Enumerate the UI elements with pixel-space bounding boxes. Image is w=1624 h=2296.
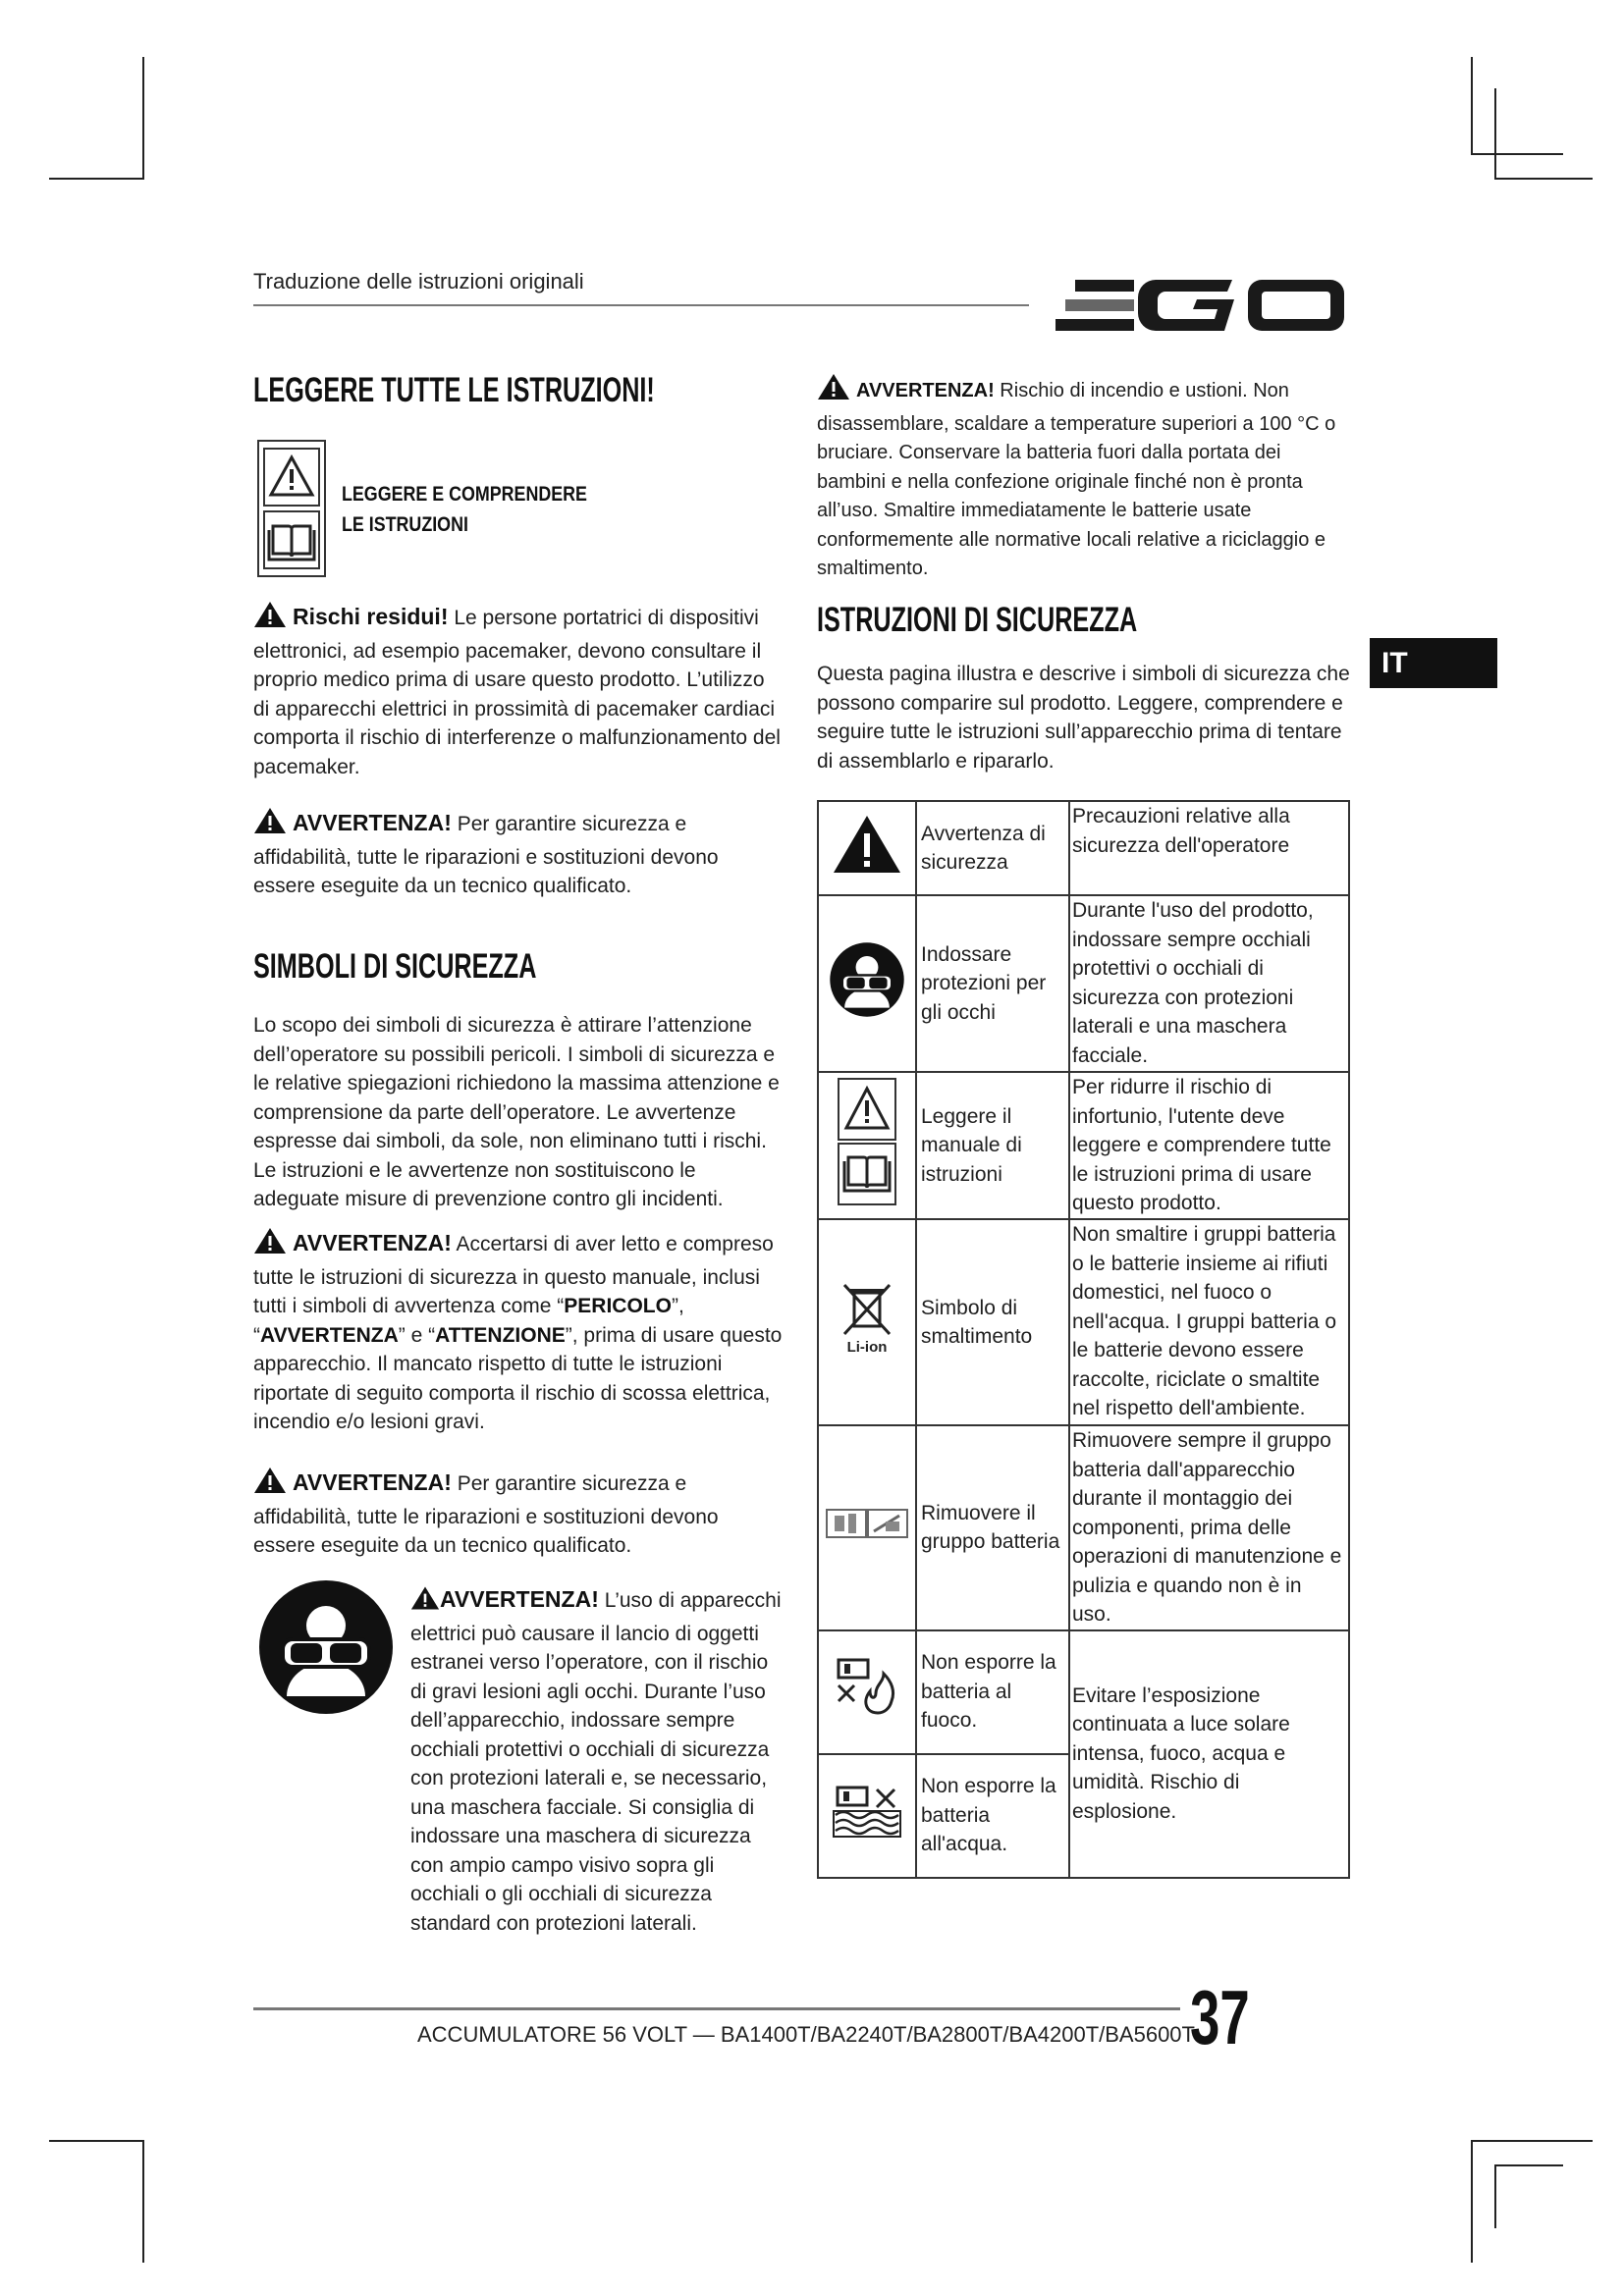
symbol-desc: Precauzioni relative alla sicurezza dell'operatore xyxy=(1069,801,1349,895)
crop-mark xyxy=(49,2140,144,2142)
read-box xyxy=(257,440,326,577)
page-number: 37 xyxy=(1190,1974,1250,2060)
symbol-desc: Per ridurre il rischio di infortunio, l'utente deve leggere e comprendere tutte le istruzioni prima di usare questo prodotto. xyxy=(1069,1072,1349,1219)
disposal-bin-icon xyxy=(818,1219,916,1425)
symbol-name: Leggere il manuale di istruzioni xyxy=(916,1072,1069,1219)
crop-mark xyxy=(1494,88,1496,180)
crop-mark xyxy=(49,178,144,180)
symbol-desc: Evitare l’esposizione continuata a luce solare intensa, fuoco, acqua e umidità. Rischio di esplosione. xyxy=(1069,1630,1349,1878)
warning-fire-burns xyxy=(817,373,1355,584)
warning-read-manual xyxy=(253,1227,784,1437)
symbol-desc: Rimuovere sempre il gruppo batteria dall'apparecchio durante il montaggio dei componenti, prima delle operazioni di manutenzione e pulizia e quando non è in uso. xyxy=(1069,1425,1349,1630)
table-row xyxy=(818,1219,1349,1425)
table-row xyxy=(818,801,1349,895)
read-box-line1: LEGGERE E COMPRENDERE xyxy=(342,483,587,506)
warning-text: ”, prima di usare questo apparecchio. Il mancato rispetto di tutte le istruzioni riportate di seguito comporta il rischio di scossa elettrica, incendio e/o lesioni gravi. xyxy=(253,1323,783,1433)
remove-battery-icon xyxy=(818,1425,916,1630)
warning-icon xyxy=(410,1585,440,1620)
warning-text: ” e “ xyxy=(398,1323,436,1347)
residual-label: Rischi residui! xyxy=(293,604,449,629)
symbols-table xyxy=(817,800,1350,1879)
read-box-line2: LE ISTRUZIONI xyxy=(342,513,468,536)
warning-icon xyxy=(253,1467,287,1503)
symbol-name: Non esporre la batteria all'acqua. xyxy=(916,1754,1069,1878)
eye-protection-icon xyxy=(818,895,916,1072)
warning-text: Accertarsi di aver letto e compreso tutte le istruzioni di sicurezza in questo manuale, inclusi tutti i simboli di avvertenza come “ xyxy=(253,1233,774,1317)
warning-text: L’uso di apparecchi elettrici può causare il lancio di oggetti estranei verso l’operatore, con il rischio di gravi lesioni agli occhi. Durante l’uso dell’apparecchio, indossare sempre occhiali protettivi o occhiali di sicurezza con protezioni laterali e, se necessario, una maschera facciale. Si consiglia di indossare una maschera di sicurezza con ampio campo visivo sopra gli occhiali o gli occhiali di sicurezza standard con protezioni laterali. xyxy=(410,1589,782,1935)
symbol-name: Non esporre la batteria al fuoco. xyxy=(916,1630,1069,1754)
warning-label: AVVERTENZA! xyxy=(293,1230,452,1255)
crop-mark xyxy=(1471,2140,1473,2263)
warning-icon xyxy=(817,373,850,410)
warning-label: AVVERTENZA! xyxy=(293,1469,452,1495)
ego-logo xyxy=(1056,270,1350,344)
warning-icon xyxy=(253,601,287,637)
warning-text: Rischio di incendio e ustioni. Non disassemblare, scaldare a temperature superiori a 100 °C o bruciare. Conservare la batteria fuori dalla portata dei bambini e nella confezione originale finché non è pronta all’uso. Smaltire immediatamente le batterie usate conformemente alle normative locali relative a riciclaggio e smaltimento. xyxy=(817,380,1336,579)
warning-label: AVVERTENZA! xyxy=(293,810,452,835)
warning-triangle-icon xyxy=(263,448,320,507)
no-water-icon xyxy=(818,1754,916,1878)
crop-mark xyxy=(1471,2140,1593,2142)
crop-mark xyxy=(1494,2164,1563,2166)
symbol-name: Rimuovere il gruppo batteria xyxy=(916,1425,1069,1630)
table-row xyxy=(818,1630,1349,1754)
warning-label: AVVERTENZA! xyxy=(440,1586,599,1612)
read-box-text xyxy=(342,479,587,540)
symbols-intro: Lo scopo dei simboli di sicurezza è attirare l’attenzione dell’operatore su possibili pericoli. I simboli di sicurezza e le relative spiegazioni richiedono la massima attenzione e comprensione da parte dell’operatore. Le avvertenze espresse dai simboli, da sole, non eliminano tutti i rischi. Le istruzioni e le avvertenze non sostituiscono le adeguate misure di prevenzione contro gli incidenti. xyxy=(253,1014,780,1210)
keyword-pericolo: PERICOLO xyxy=(564,1295,672,1317)
crop-mark xyxy=(1494,2164,1496,2228)
footer-text: ACCUMULATORE 56 VOLT — BA1400T/BA2240T/BA2800T/BA4200T/BA5600T xyxy=(417,2022,1195,2047)
warning-icon xyxy=(253,1227,287,1263)
warning-repairs-2 xyxy=(253,1467,784,1561)
warning-label: AVVERTENZA! xyxy=(856,380,995,401)
table-row xyxy=(818,1072,1349,1219)
heading-safety-instructions: ISTRUZIONI DI SICUREZZA xyxy=(817,601,1138,639)
heading-read-all: LEGGERE TUTTE LE ISTRUZIONI! xyxy=(253,371,655,409)
keyword-attenzione: ATTENZIONE xyxy=(435,1323,566,1347)
residual-risk-paragraph xyxy=(253,601,784,781)
warning-triangle-icon xyxy=(818,801,916,895)
table-row xyxy=(818,895,1349,1072)
no-fire-icon xyxy=(818,1630,916,1754)
crop-mark xyxy=(1494,178,1593,180)
li-ion-label: Li-ion xyxy=(846,1338,888,1356)
crop-mark xyxy=(142,57,144,180)
warning-text: Per garantire sicurezza e affidabilità, tutte le riparazioni e sostituzioni devono essere eseguite da un tecnico qualificato. xyxy=(253,1472,719,1557)
eye-protection-large-icon xyxy=(257,1578,395,1721)
crop-mark xyxy=(142,2140,144,2263)
crop-mark xyxy=(1471,57,1473,155)
footer-rule xyxy=(253,2007,1180,2010)
warning-text: ”, “ xyxy=(253,1295,684,1347)
warning-text: Per garantire sicurezza e affidabilità, tutte le riparazioni e sostituzioni devono essere eseguite da un tecnico qualificato. xyxy=(253,813,719,897)
warning-icon xyxy=(253,807,287,843)
manual-book-icon xyxy=(263,510,320,569)
header-rule xyxy=(253,304,1029,306)
crop-mark xyxy=(1471,153,1563,155)
residual-text: Le persone portatrici di dispositivi elettronici, ad esempio pacemaker, devono consultare il proprio medico prima di usare questo prodotto. L’utilizzo di apparecchi elettrici in prossimità di pacemaker cardiaci comporta il rischio di interferenze o malfunzionamento del pacemaker. xyxy=(253,607,781,778)
language-tab: IT xyxy=(1370,638,1497,688)
warning-eye-protection xyxy=(410,1585,785,1938)
symbol-desc: Non smaltire i gruppi batteria o le batterie insieme ai rifiuti domestici, nel fuoco o nell'acqua. I gruppi batteria o le batterie devono essere raccolte, riciclate o smaltite nel rispetto dell'ambiente. xyxy=(1069,1219,1349,1425)
symbol-name: Avvertenza di sicurezza xyxy=(916,801,1069,895)
symbol-name: Indossare protezioni per gli occhi xyxy=(916,895,1069,1072)
header-text: Traduzione delle istruzioni originali xyxy=(253,269,584,294)
keyword-avvertenza: AVVERTENZA xyxy=(260,1323,399,1347)
warning-repairs-1 xyxy=(253,807,784,901)
symbol-name: Simbolo di smaltimento xyxy=(916,1219,1069,1425)
heading-safety-symbols: SIMBOLI DI SICUREZZA xyxy=(253,947,537,986)
table-row xyxy=(818,1425,1349,1630)
symbol-desc: Durante l'uso del prodotto, indossare sempre occhiali protettivi o occhiali di sicurezza con protezioni laterali e una maschera facciale. xyxy=(1069,895,1349,1072)
instructions-intro: Questa pagina illustra e descrive i simboli di sicurezza che possono comparire sul prodotto. Leggere, comprendere e seguire tutte le istruzioni sull’apparecchio prima di tentare di assemblarlo e ripararlo. xyxy=(817,663,1350,773)
read-manual-icon xyxy=(818,1072,916,1219)
